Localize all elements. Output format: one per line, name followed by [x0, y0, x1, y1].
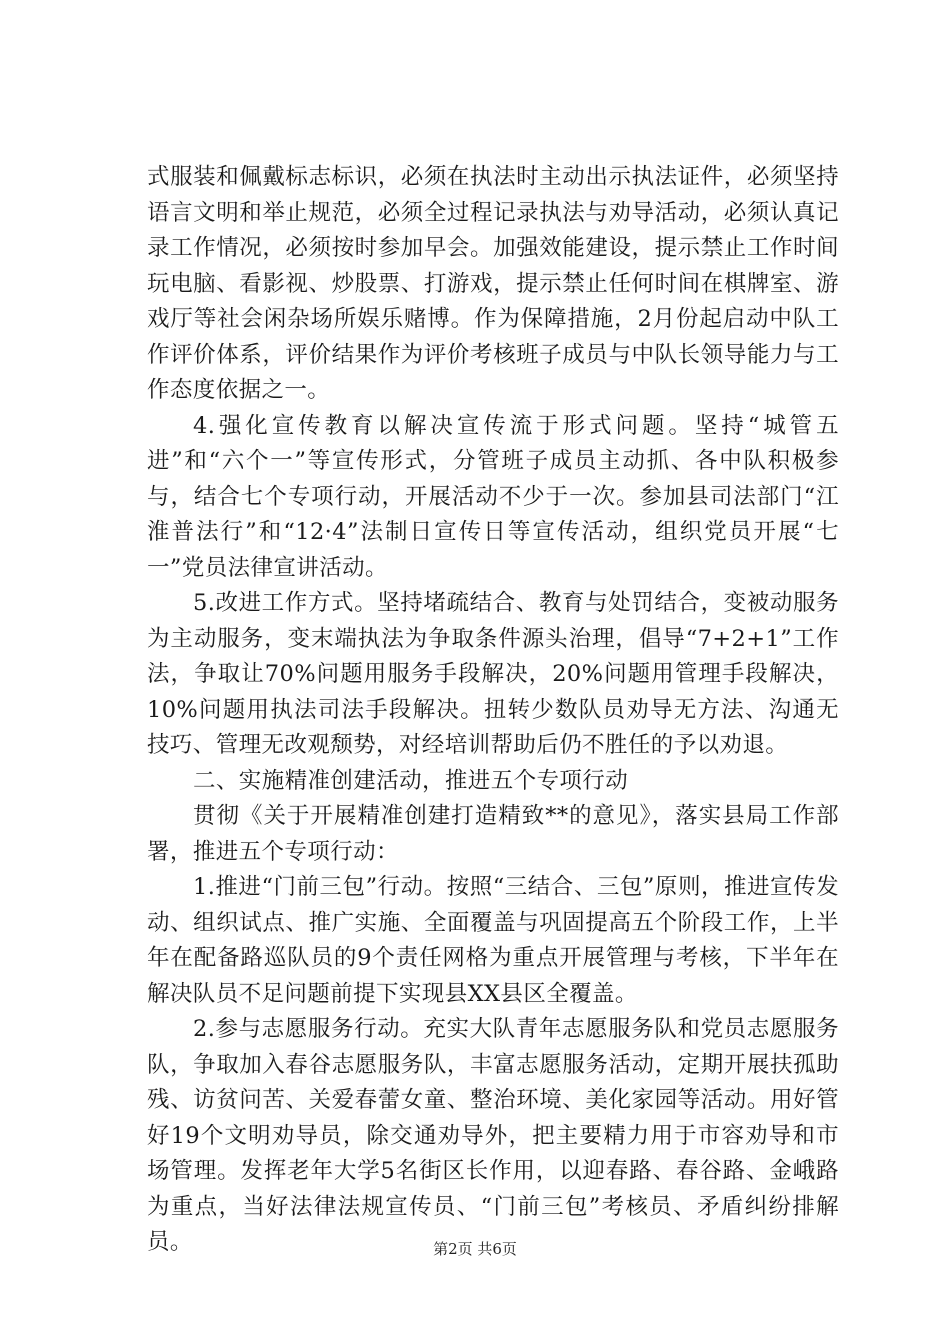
page-footer [0, 1238, 950, 1259]
paragraph-5: 1.推进“门前三包”行动。按照“三结合、三包”原则，推进宣传发动、组织试点、推广实施、全面覆盖与巩固提高五个阶段工作，上半年在配备路巡队员的9个责任网格为重点开展管理与考核，下半年在解决队员不足问题前提下实现县XX县区全覆盖。 [147, 874, 839, 1007]
paragraph-6: 2.参与志愿服务行动。充实大队青年志愿服务队和党员志愿服务队，争取加入春谷志愿服务队，丰富志愿服务活动，定期开展扶孤助残、访贫问苦、关爱春蕾女童、整治环境、美化家园等活动。用好管好19个文明劝导员，除交通劝导外，把主要精力用于市容劝导和市场管理。发挥老年大学5名街区长作用，以迎春路、春谷路、金峨路为重点，当好法律法规宣传员、“门前三包”考核员、矛盾纠纷排解员。 [147, 1016, 839, 1255]
section-heading: 二、实施精准创建活动，推进五个专项行动 [193, 767, 629, 794]
paragraph-2: 4.强化宣传教育以解决宣传流于形式问题。坚持“城管五进”和“六个一”等宣传形式，分管班子成员主动抓、各中队积极参与，结合七个专项行动，开展活动不少于一次。参加县司法部门“江淮普法行”和“12·4”法制日宣传日等宣传活动，组织党员开展“七一”党员法律宣讲活动。 [147, 412, 839, 581]
document-body [147, 160, 839, 1261]
page-number: 第2页 共6页 [433, 1240, 517, 1258]
paragraph-4: 贯彻《关于开展精准创建打造精致**的意见》，落实县局工作部署，推进五个专项行动： [147, 803, 839, 865]
paragraph-3: 5.改进工作方式。坚持堵疏结合、教育与处罚结合，变被动服务为主动服务，变末端执法为争取条件源头治理，倡导“7+2+1”工作法，争取让70%问题用服务手段解决，20%问题用管理手段解决，10%问题用执法司法手段解决。扭转少数队员劝导无方法、沟通无技巧、管理无改观颓势，对经培训帮助后仍不胜任的予以劝退。 [147, 590, 839, 758]
paragraph-1: 式服装和佩戴标志标识，必须在执法时主动出示执法证件，必须坚持语言文明和举止规范，必须全过程记录执法与劝导活动，必须认真记录工作情况，必须按时参加早会。加强效能建设，提示禁止工作时间玩电脑、看影视、炒股票、打游戏，提示禁止任何时间在棋牌室、游戏厅等社会闲杂场所娱乐赌博。作为保障措施，2月份起启动中队工作评价体系，评价结果作为评价考核班子成员与中队长领导能力与工作态度依据之一。 [147, 164, 839, 403]
